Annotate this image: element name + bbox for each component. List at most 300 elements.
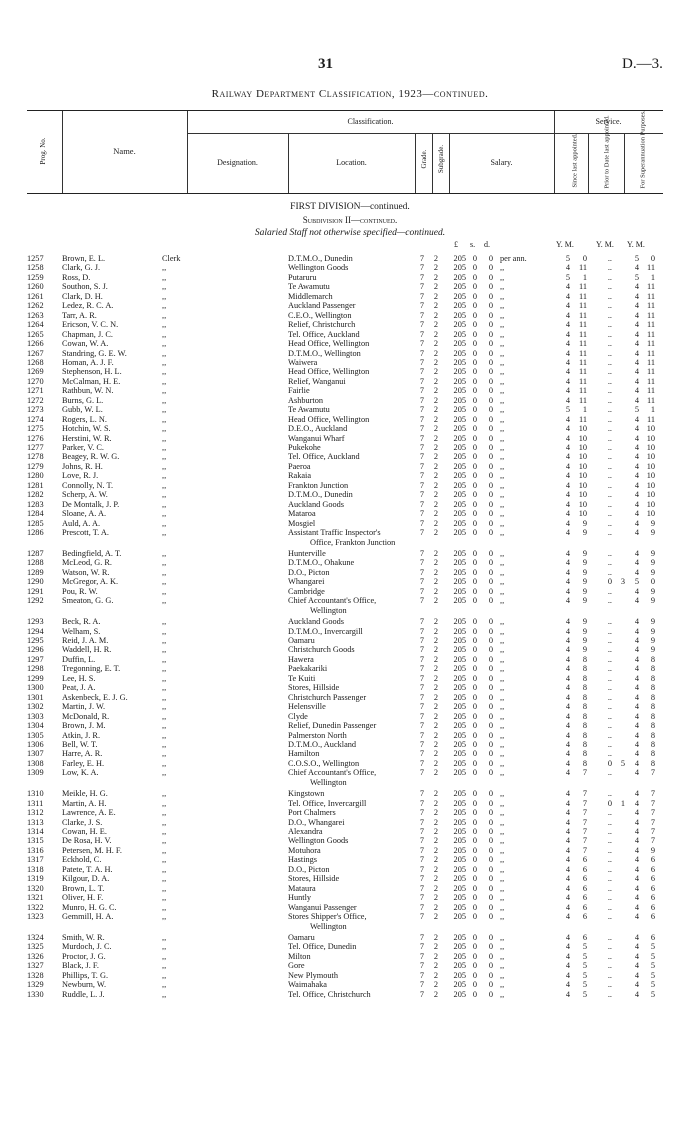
col-for-super: For Superannuation Purposes. [639, 110, 647, 189]
staff-name: Waddell, H. R. [62, 645, 112, 655]
salary-period: ,, [500, 970, 505, 980]
since-months: 11 [579, 263, 587, 273]
designation: ,, [162, 490, 167, 500]
subgrade: 2 [433, 855, 439, 865]
table-header [27, 110, 663, 194]
prior-years: .. [607, 845, 612, 855]
salary-shillings: 0 [472, 836, 478, 846]
since-months: 7 [582, 836, 587, 846]
designation: ,, [162, 376, 167, 386]
salary-pounds: 205 [453, 673, 466, 683]
super-months: 5 [650, 980, 655, 990]
grade: 7 [419, 989, 425, 999]
salary-period: ,, [500, 617, 505, 627]
salary-pence: 0 [488, 808, 494, 818]
subgrade: 2 [433, 692, 439, 702]
staff-note-heading: Salaried Staff not otherwise specified—continued. [254, 228, 446, 238]
prog-no: 1302 [27, 702, 44, 712]
staff-name: Beck, R. A. [62, 617, 101, 627]
subgrade: 2 [433, 548, 439, 558]
location: D.O., Picton [288, 864, 330, 874]
table-row [0, 645, 700, 655]
designation: ,, [162, 980, 167, 990]
since-months: 8 [582, 739, 587, 749]
table-row [0, 282, 700, 292]
salary-pounds: 205 [453, 636, 466, 645]
location: Auckland Goods [288, 499, 344, 509]
salary-period: ,, [500, 348, 505, 358]
staff-name: Homan, A. J. F. [62, 357, 114, 367]
salary-period: ,, [500, 636, 505, 645]
salary-pence: 0 [488, 254, 494, 263]
designation: ,, [162, 357, 167, 367]
salary-shillings: 0 [472, 902, 478, 912]
location: Putaruru [288, 272, 317, 282]
salary-shillings: 0 [472, 395, 478, 405]
table-row [0, 731, 700, 741]
super-months: 10 [646, 471, 655, 481]
salary-pence: 0 [488, 683, 494, 693]
designation: ,, [162, 443, 167, 452]
super-years: 4 [634, 518, 639, 528]
since-years: 4 [565, 480, 570, 490]
salary-pounds: 205 [453, 798, 466, 808]
salary-shillings: 0 [472, 548, 478, 558]
table-row [0, 827, 700, 837]
salary-shillings: 0 [472, 301, 478, 311]
super-months: 10 [646, 499, 655, 509]
prog-no: 1265 [27, 329, 44, 339]
since-years: 4 [565, 711, 570, 721]
prog-no: 1262 [27, 301, 44, 311]
super-months: 9 [650, 636, 655, 645]
staff-name: De Rosa, H. V. [62, 836, 112, 846]
grade: 7 [419, 263, 425, 273]
table-row [0, 301, 700, 311]
super-years: 4 [634, 817, 639, 827]
salary-pounds: 205 [453, 433, 466, 443]
designation: ,, [162, 617, 167, 627]
salary-shillings: 0 [472, 692, 478, 702]
location-continued: Wellington [310, 921, 347, 931]
grade: 7 [419, 758, 425, 768]
salary-shillings: 0 [472, 490, 478, 500]
designation: ,, [162, 942, 167, 952]
staff-name: Gemmill, H. A. [62, 912, 114, 922]
since-years: 4 [565, 749, 570, 759]
designation: ,, [162, 989, 167, 999]
super-years: 4 [634, 329, 639, 339]
salary-shillings: 0 [472, 789, 478, 799]
prior-years: .. [607, 789, 612, 799]
since-years: 4 [565, 626, 570, 636]
super-months: 9 [650, 567, 655, 577]
grade: 7 [419, 405, 425, 415]
staff-name: Eckhold, C. [62, 855, 102, 865]
location: Ashburton [288, 395, 324, 405]
salary-pence: 0 [488, 932, 494, 942]
since-months: 10 [578, 509, 587, 519]
since-months: 9 [582, 518, 587, 528]
prog-no: 1259 [27, 272, 44, 282]
since-years: 4 [565, 951, 570, 961]
since-years: 4 [565, 499, 570, 509]
salary-pence: 0 [488, 424, 494, 434]
prog-no: 1279 [27, 461, 44, 471]
subgrade: 2 [433, 874, 439, 884]
since-months: 9 [582, 636, 587, 645]
prior-years: .. [607, 730, 612, 740]
salary-pence: 0 [488, 518, 494, 528]
super-months: 5 [650, 942, 655, 952]
prog-no: 1330 [27, 989, 44, 999]
salary-pence: 0 [488, 845, 494, 855]
table-row [0, 339, 700, 349]
staff-name: Hotchin, W. S. [62, 424, 111, 434]
location: Frankton Junction [288, 480, 349, 490]
subgrade: 2 [433, 961, 439, 971]
salary-pounds: 205 [453, 942, 466, 952]
prior-years: .. [607, 395, 612, 405]
staff-name: Patete, T. A. H. [62, 864, 113, 874]
prior-months: 3 [620, 577, 625, 587]
salary-pence: 0 [488, 433, 494, 443]
table-row [0, 664, 700, 674]
prior-years: .. [607, 980, 612, 990]
salary-shillings: 0 [472, 739, 478, 749]
table-row [0, 254, 700, 264]
staff-name: Connolly, N. T. [62, 480, 114, 490]
prior-years: .. [607, 989, 612, 999]
since-years: 4 [565, 348, 570, 358]
prog-no: 1306 [27, 739, 44, 749]
prior-years: .. [607, 461, 612, 471]
prog-no: 1324 [27, 932, 44, 942]
location: Auckland Goods [288, 617, 344, 627]
unit-shillings: s. [470, 240, 476, 249]
prior-years: .. [607, 567, 612, 577]
salary-shillings: 0 [472, 827, 478, 836]
subgrade: 2 [433, 626, 439, 636]
super-months: 9 [650, 518, 655, 528]
since-months: 1 [582, 272, 587, 282]
designation: ,, [162, 414, 167, 424]
staff-name: Gubb, W. L. [62, 405, 103, 415]
salary-pounds: 205 [453, 577, 466, 587]
prog-no: 1261 [27, 291, 44, 301]
grade: 7 [419, 951, 425, 961]
subgrade: 2 [433, 367, 439, 377]
table-row [0, 846, 700, 856]
super-years: 5 [634, 272, 639, 282]
staff-name: Welham, S. [62, 626, 101, 636]
prior-years: .. [607, 339, 612, 349]
designation: ,, [162, 263, 167, 273]
prior-years: .. [607, 376, 612, 386]
table-row [0, 836, 700, 846]
super-years: 4 [634, 836, 639, 846]
prior-years: .. [607, 808, 612, 818]
prior-years: .. [607, 596, 612, 606]
super-months: 8 [650, 673, 655, 683]
super-years: 4 [634, 874, 639, 884]
salary-pence: 0 [488, 798, 494, 808]
salary-shillings: 0 [472, 874, 478, 884]
grade: 7 [419, 845, 425, 855]
since-years: 4 [565, 452, 570, 462]
since-years: 4 [565, 636, 570, 645]
prog-no: 1260 [27, 282, 44, 292]
designation: ,, [162, 664, 167, 674]
designation: ,, [162, 424, 167, 434]
salary-pounds: 205 [453, 367, 466, 377]
staff-name: Lawrence, A. E. [62, 808, 116, 818]
salary-pounds: 205 [453, 518, 466, 528]
super-months: 10 [646, 480, 655, 490]
salary-period: ,, [500, 452, 505, 462]
salary-period: ,, [500, 386, 505, 396]
location: Mataura [288, 883, 316, 893]
salary-shillings: 0 [472, 654, 478, 664]
since-years: 4 [565, 518, 570, 528]
salary-period: ,, [500, 664, 505, 674]
salary-pounds: 205 [453, 586, 466, 596]
designation: ,, [162, 730, 167, 740]
designation: ,, [162, 395, 167, 405]
table-row [0, 596, 700, 606]
location: Mosgiel [288, 518, 316, 528]
prog-no: 1286 [27, 528, 44, 538]
salary-period: ,, [500, 961, 505, 971]
super-months: 10 [646, 452, 655, 462]
since-years: 4 [565, 961, 570, 971]
salary-period: ,, [500, 836, 505, 846]
location: Motuhora [288, 845, 321, 855]
designation: ,, [162, 817, 167, 827]
col-grade: Grade. [420, 149, 428, 169]
prior-years: .. [607, 586, 612, 596]
subgrade: 2 [433, 254, 439, 263]
salary-period: ,, [500, 558, 505, 568]
table-row [0, 674, 700, 684]
prior-years: .. [607, 310, 612, 320]
prior-years: 0 [607, 577, 612, 587]
since-months: 6 [582, 912, 587, 922]
designation: ,, [162, 683, 167, 693]
location: Pukekohe [288, 443, 321, 452]
since-months: 10 [578, 471, 587, 481]
salary-period: ,, [500, 471, 505, 481]
prog-no: 1322 [27, 902, 44, 912]
salary-shillings: 0 [472, 942, 478, 952]
staff-name: Clarke, J. S. [62, 817, 103, 827]
prior-years: .. [607, 301, 612, 311]
table-row [0, 311, 700, 321]
since-months: 11 [579, 282, 587, 292]
since-months: 11 [579, 395, 587, 405]
salary-period: ,, [500, 645, 505, 655]
table-row [0, 500, 700, 510]
subgrade: 2 [433, 730, 439, 740]
salary-pounds: 205 [453, 664, 466, 674]
salary-pence: 0 [488, 664, 494, 674]
salary-shillings: 0 [472, 433, 478, 443]
salary-period: ,, [500, 758, 505, 768]
prior-years: 0 [607, 798, 612, 808]
super-years: 4 [634, 499, 639, 509]
super-months: 8 [650, 692, 655, 702]
prog-no: 1323 [27, 912, 44, 922]
since-years: 4 [565, 817, 570, 827]
subgrade: 2 [433, 528, 439, 538]
super-months: 6 [650, 912, 655, 922]
salary-pounds: 205 [453, 480, 466, 490]
designation: ,, [162, 721, 167, 731]
subgrade: 2 [433, 452, 439, 462]
salary-pounds: 205 [453, 548, 466, 558]
subgrade: 2 [433, 395, 439, 405]
grade: 7 [419, 558, 425, 568]
super-years: 4 [634, 683, 639, 693]
salary-period: ,, [500, 272, 505, 282]
table-row [0, 415, 700, 425]
prior-years: .. [607, 749, 612, 759]
grade: 7 [419, 586, 425, 596]
since-years: 4 [565, 932, 570, 942]
salary-shillings: 0 [472, 480, 478, 490]
staff-name: Harre, A. R. [62, 749, 103, 759]
location: Oamaru [288, 932, 315, 942]
salary-pence: 0 [488, 263, 494, 273]
subgrade: 2 [433, 405, 439, 415]
prior-years: .. [607, 912, 612, 922]
since-years: 4 [565, 758, 570, 768]
salary-pence: 0 [488, 596, 494, 606]
since-years: 5 [565, 405, 570, 415]
since-months: 5 [582, 951, 587, 961]
super-months: 9 [650, 626, 655, 636]
staff-name: De Montalk, J. P. [62, 499, 120, 509]
grade: 7 [419, 433, 425, 443]
staff-name: Duffin, L. [62, 654, 96, 664]
since-years: 4 [565, 808, 570, 818]
salary-period: ,, [500, 932, 505, 942]
super-months: 5 [650, 961, 655, 971]
super-months: 10 [646, 509, 655, 519]
prog-no: 1266 [27, 339, 44, 349]
table-row [0, 942, 700, 952]
salary-period: ,, [500, 711, 505, 721]
salary-shillings: 0 [472, 808, 478, 818]
grade: 7 [419, 499, 425, 509]
designation: ,, [162, 654, 167, 664]
table-row [0, 367, 700, 377]
salary-shillings: 0 [472, 310, 478, 320]
grade: 7 [419, 617, 425, 627]
staff-name: Pou, R. W. [62, 586, 98, 596]
subgrade: 2 [433, 702, 439, 712]
salary-pounds: 205 [453, 263, 466, 273]
super-years: 4 [634, 395, 639, 405]
salary-pence: 0 [488, 702, 494, 712]
subgrade: 2 [433, 942, 439, 952]
super-years: 4 [634, 586, 639, 596]
grade: 7 [419, 855, 425, 865]
designation: ,, [162, 673, 167, 683]
location: Hunterville [288, 548, 326, 558]
salary-pence: 0 [488, 827, 494, 836]
grade: 7 [419, 301, 425, 311]
since-months: 5 [582, 942, 587, 952]
prog-no: 1314 [27, 827, 44, 836]
page-title: Railway Department Classification, 1923—continued. [211, 88, 489, 100]
salary-shillings: 0 [472, 749, 478, 759]
since-years: 4 [565, 291, 570, 301]
salary-shillings: 0 [472, 405, 478, 415]
salary-pounds: 205 [453, 845, 466, 855]
super-months: 11 [647, 282, 655, 292]
salary-period: ,, [500, 739, 505, 749]
since-years: 4 [565, 883, 570, 893]
designation: ,, [162, 874, 167, 884]
salary-shillings: 0 [472, 461, 478, 471]
super-years: 4 [634, 617, 639, 627]
super-months: 10 [646, 433, 655, 443]
since-months: 11 [579, 310, 587, 320]
grade: 7 [419, 329, 425, 339]
prior-years: .. [607, 711, 612, 721]
salary-pounds: 205 [453, 864, 466, 874]
salary-pounds: 205 [453, 902, 466, 912]
grade: 7 [419, 980, 425, 990]
table-row [0, 865, 700, 875]
super-months: 10 [646, 443, 655, 452]
since-months: 9 [582, 528, 587, 538]
since-months: 5 [582, 989, 587, 999]
location: Head Office, Wellington [288, 339, 370, 349]
prog-no: 1257 [27, 254, 44, 263]
table-row [0, 509, 700, 519]
since-years: 4 [565, 586, 570, 596]
super-months: 6 [650, 874, 655, 884]
prog-no: 1318 [27, 864, 44, 874]
super-years: 4 [634, 626, 639, 636]
staff-name: Meikle, H. G. [62, 789, 108, 799]
subgrade: 2 [433, 645, 439, 655]
salary-pence: 0 [488, 490, 494, 500]
designation: Clerk [162, 254, 181, 263]
since-months: 8 [582, 721, 587, 731]
super-months: 10 [646, 461, 655, 471]
salary-period: ,, [500, 376, 505, 386]
designation: ,, [162, 272, 167, 282]
super-years: 4 [634, 558, 639, 568]
salary-period: ,, [500, 433, 505, 443]
table-row [0, 263, 700, 273]
staff-name: Bell, W. T. [62, 739, 98, 749]
table-row [0, 424, 700, 434]
salary-period: ,, [500, 301, 505, 311]
super-years: 4 [634, 357, 639, 367]
grade: 7 [419, 376, 425, 386]
staff-name: Parker, V. C. [62, 443, 104, 452]
prior-years: .. [607, 951, 612, 961]
super-years: 4 [634, 636, 639, 645]
subgrade: 2 [433, 636, 439, 645]
table-row [0, 768, 700, 778]
designation: ,, [162, 282, 167, 292]
salary-period: ,, [500, 798, 505, 808]
